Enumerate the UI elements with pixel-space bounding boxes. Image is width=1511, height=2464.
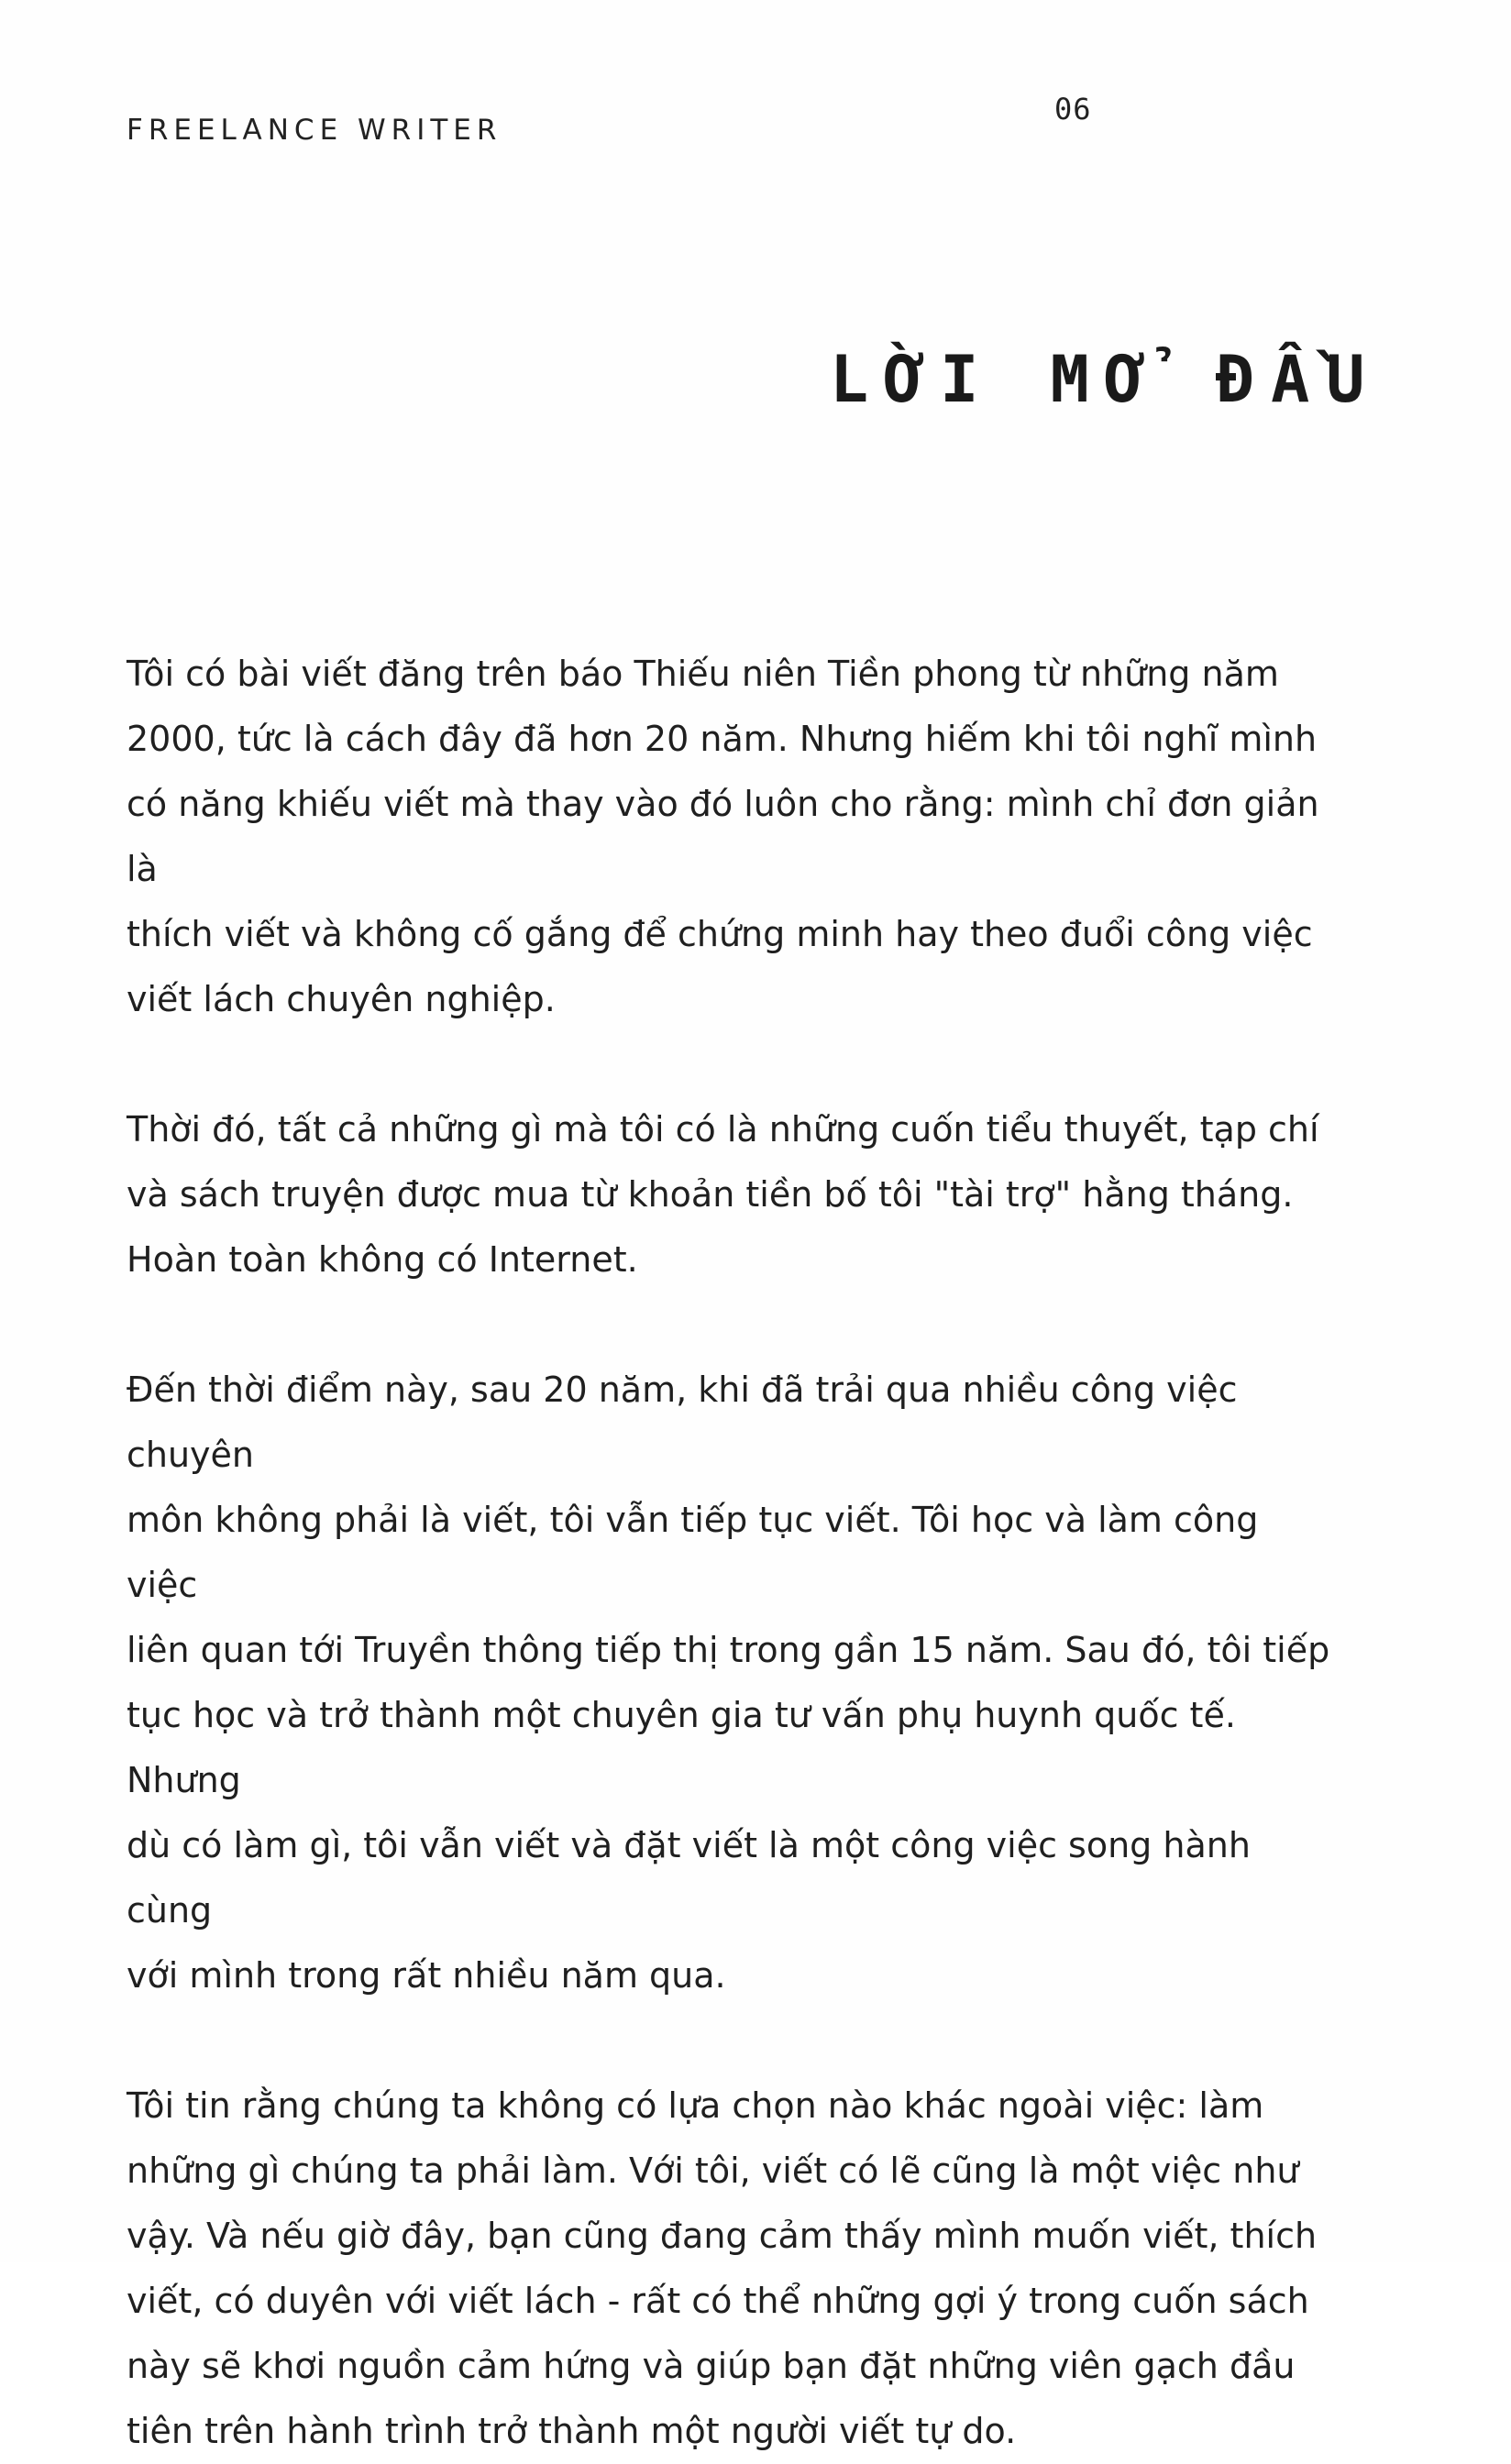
page-number: 06: [1054, 92, 1092, 126]
running-head: FREELANCE WRITER: [127, 114, 502, 147]
paragraph-1: Tôi có bài viết đăng trên báo Thiếu niên Tiền phong từ những năm 2000, tức là cách đây đã hơn 20 năm. Nhưng hiếm khi tôi nghĩ mình có năng khiếu viết mà thay vào đó luôn cho rằng: mình chỉ đơn giản là thích viết và không cố gắng để chứng minh hay theo đuổi công việc viết lách chuyên nghiệp.: [127, 654, 1319, 1019]
paragraph-4: Tôi tin rằng chúng ta không có lựa chọn nào khác ngoài việc: làm những gì chúng ta phải làm. Với tôi, viết có lẽ cũng là một việc như vậy. Và nếu giờ đây, bạn cũng đang cảm thấy mình muốn viết, thích viết, có duyên với viết lách - rất có thể những gợi ý trong cuốn sách này sẽ khơi nguồn cảm hứng và giúp bạn đặt những viên gạch đầu tiên trên hành trình trở thành một người viết tự do.: [127, 2085, 1318, 2451]
paragraph-3: Đến thời điểm này, sau 20 năm, khi đã trải qua nhiều công việc chuyên môn không phải là viết, tôi vẫn tiếp tục viết. Tôi học và làm công việc liên quan tới Truyền thông tiếp thị trong gần 15 năm. Sau đó, tôi tiếp tục học và trở thành một chuyên gia tư vấn phụ huynh quốc tế. Nhưng dù có làm gì, tôi vẫn viết và đặt viết là một công việc song hành cùng với mình trong rất nhiều năm qua.: [127, 1370, 1330, 1996]
body-text: [127, 642, 1337, 2464]
paragraph-2: Thời đó, tất cả những gì mà tôi có là những cuốn tiểu thuyết, tạp chí và sách truyện được mua từ khoản tiền bố tôi "tài trợ" hằng tháng. Hoàn toàn không có Internet.: [127, 1109, 1319, 1280]
chapter-title: LỜI MỞ ĐẦU: [830, 341, 1382, 417]
